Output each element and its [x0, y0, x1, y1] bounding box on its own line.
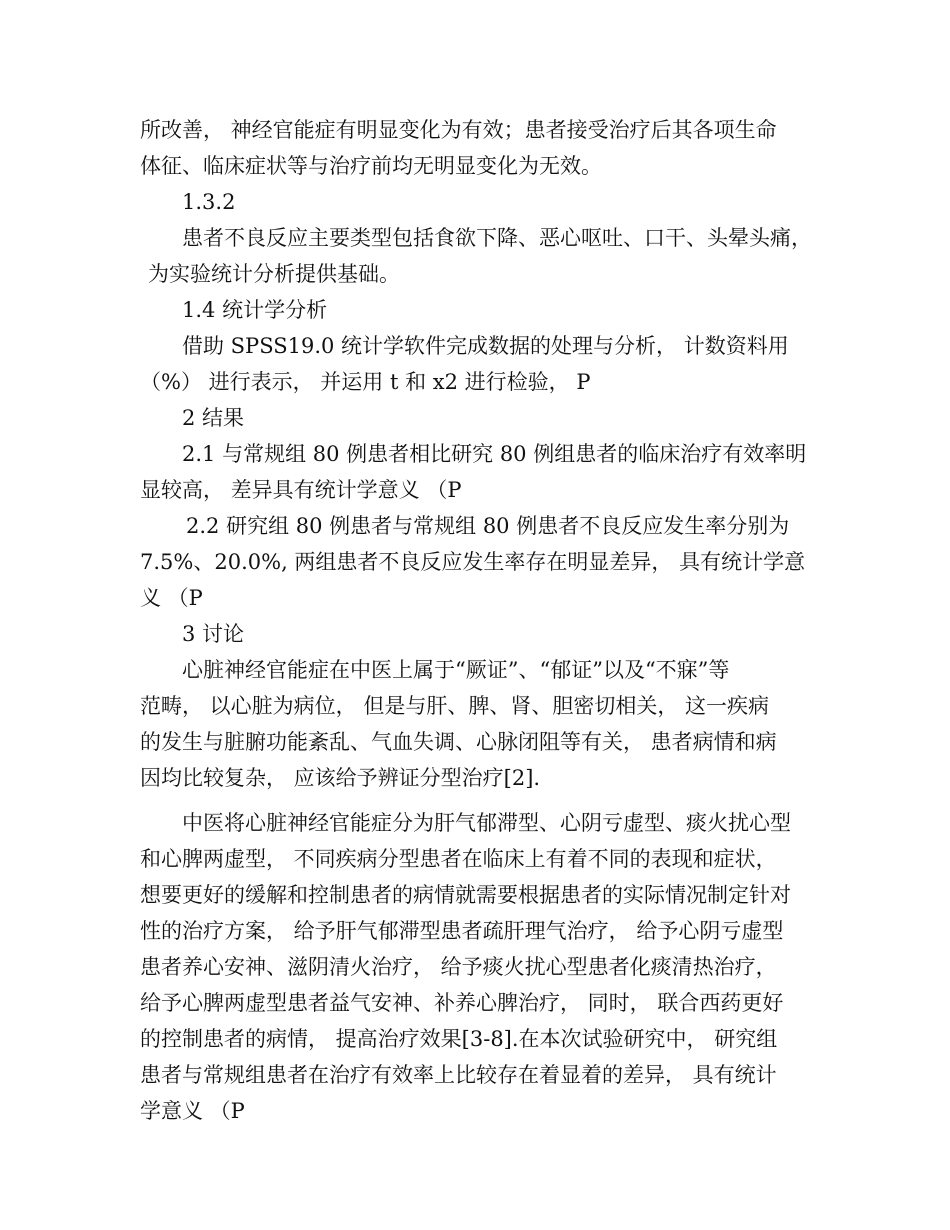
text-line: 因均比较复杂， 应该给予辨证分型治疗[2].: [140, 766, 541, 790]
text-line: 范畴， 以心脏为病位， 但是与肝、脾、肾、胆密切相关， 这一疾病: [140, 694, 770, 718]
text-line: 学意义 （P: [140, 1099, 245, 1123]
text-line: 心脏神经官能症在中医上属于“厥证”、“郁证”以及“不寐”等: [182, 658, 730, 682]
text-line: 2.1 与常规组 80 例患者相比研究 80 例组患者的临床治疗有效率明: [182, 442, 807, 466]
text-line: 中医将心脏神经官能症分为肝气郁滞型、心阴亏虚型、痰火扰心型: [182, 811, 791, 835]
text-line: 患者养心安神、滋阴清火治疗， 给予痰火扰心型患者化痰清热治疗，: [140, 955, 777, 979]
text-line: 想要更好的缓解和控制患者的病情就需要根据患者的实际情况制定针对: [140, 883, 791, 907]
section-heading-2: 2 结果: [182, 406, 245, 430]
text-line: 为实验统计分析提供基础。: [148, 262, 400, 286]
text-line: 性的治疗方案， 给予肝气郁滞型患者疏肝理气治疗， 给予心阴亏虚型: [140, 919, 784, 943]
section-heading-3: 3 讨论: [182, 622, 245, 646]
text-line: 体征、临床症状等与治疗前均无明显变化为无效。: [140, 154, 602, 178]
text-line: 所改善， 神经官能症有明显变化为有效；患者接受治疗后其各项生命: [140, 118, 777, 142]
text-line: 的发生与脏腑功能紊乱、气血失调、心脉闭阻等有关， 患者病情和病: [140, 730, 777, 754]
section-heading-1-4: 1.4 统计学分析: [182, 298, 328, 322]
text-line: 患者不良反应主要类型包括食欲下降、恶心呕吐、口干、头晕头痛，: [182, 226, 812, 250]
text-line: 义 （P: [140, 586, 203, 610]
text-line: 给予心脾两虚型患者益气安神、补养心脾治疗， 同时， 联合西药更好: [140, 991, 784, 1015]
text-line: （%） 进行表示， 并运用 t 和 x2 进行检验， P: [140, 370, 591, 394]
text-line: 和心脾两虚型， 不同疾病分型患者在临床上有着不同的表现和症状，: [140, 847, 777, 871]
section-heading-1-3-2: 1.3.2: [182, 190, 236, 214]
text-line: 患者与常规组患者在治疗有效率上比较存在着显着的差异， 具有统计: [140, 1063, 777, 1087]
text-line: 2.2 研究组 80 例患者与常规组 80 例患者不良反应发生率分别为: [186, 514, 790, 538]
text-line: 借助 SPSS19.0 统计学软件完成数据的处理与分析， 计数资料用: [182, 334, 789, 358]
text-line: 的控制患者的病情， 提高治疗效果[3-8].在本次试验研究中， 研究组: [140, 1027, 778, 1051]
text-line: 显较高， 差异具有统计学意义 （P: [140, 478, 462, 502]
text-line: 7.5%、20.0%, 两组患者不良反应发生率存在明显差异， 具有统计学意: [140, 550, 806, 574]
